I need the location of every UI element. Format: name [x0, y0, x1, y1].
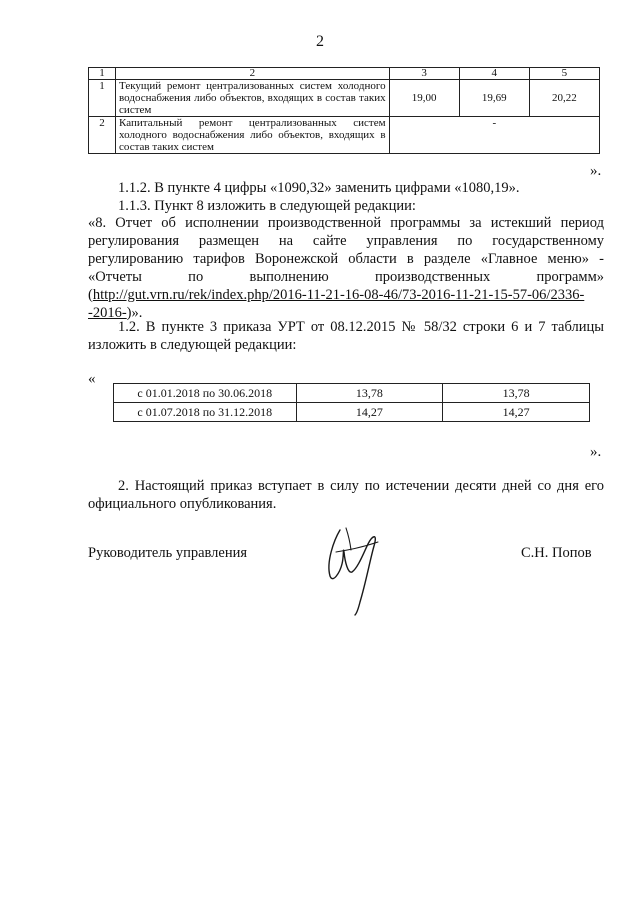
- table-header-cell: 1: [89, 68, 116, 80]
- paragraph-1-1-2: 1.1.2. В пункте 4 цифры «1090,32» заменить цифрами «1080,19».: [118, 180, 520, 196]
- table-header-cell: 4: [459, 68, 529, 80]
- signatory-title: Руководитель управления: [88, 545, 248, 561]
- report-link[interactable]: http://gut.vrn.ru/rek/index.php/2016-11-21-16-08-46/73-2016-11-21-15-57-06/2336--2016-: [88, 287, 585, 321]
- open-quote: «: [88, 371, 96, 387]
- row-description: Капитальный ремонт централизованных систем холодного водоснабжения либо объектов, входящих в состав таких систем: [116, 117, 390, 154]
- row-value: 19,00: [389, 80, 459, 117]
- row-value: 20,22: [529, 80, 599, 117]
- paragraph-1-1-3: 1.1.3. Пункт 8 изложить в следующей редакции:: [118, 198, 416, 214]
- tariff-value: 13,78: [296, 384, 443, 403]
- period-cell: с 01.01.2018 по 30.06.2018: [114, 384, 297, 403]
- cost-table: [88, 67, 600, 154]
- signature-image: [318, 522, 398, 617]
- tariff-value: 13,78: [443, 384, 590, 403]
- table-header-row: [89, 68, 600, 80]
- table-header-cell: 5: [529, 68, 599, 80]
- table-row: [114, 384, 590, 403]
- row-number: 2: [89, 117, 116, 154]
- table-header-cell: 2: [116, 68, 390, 80]
- row-value: 19,69: [459, 80, 529, 117]
- tariff-table: [113, 383, 590, 422]
- link-open-paren: (: [88, 287, 93, 303]
- row-number: 1: [89, 80, 116, 117]
- row-value-merged: -: [389, 117, 599, 154]
- closing-quote: ».: [590, 444, 602, 460]
- tariff-value: 14,27: [296, 403, 443, 422]
- signatory-name: С.Н. Попов: [521, 545, 592, 561]
- table-row: [89, 80, 600, 117]
- tariff-value: 14,27: [443, 403, 590, 422]
- row-description: Текущий ремонт централизованных систем холодного водоснабжения либо объектов, входящих в состав таких систем: [116, 80, 390, 117]
- paragraph-2: 2. Настоящий приказ вступает в силу по истечении десяти дней со дня его официального опубликования.: [88, 478, 604, 512]
- table-header-cell: 3: [389, 68, 459, 80]
- period-cell: с 01.07.2018 по 31.12.2018: [114, 403, 297, 422]
- link-close: )».: [126, 305, 143, 321]
- page-number: 2: [316, 33, 324, 50]
- paragraph-1-2: 1.2. В пункте 3 приказа УРТ от 08.12.2015 № 58/32 строки 6 и 7 таблицы изложить в следующей редакции:: [88, 319, 604, 353]
- table-row: [114, 403, 590, 422]
- table-row: [89, 117, 600, 154]
- paragraph-point-8: [88, 214, 604, 322]
- closing-quote: ».: [590, 163, 602, 179]
- paragraph-point-8-text: «8. Отчет об исполнении производственной программы за истекший период регулирования размещен на сайте управления по государственному регулированию тарифов Воронежской области в разделе «Главное меню» - «Отчеты по выполнению производственных программ»: [88, 215, 604, 285]
